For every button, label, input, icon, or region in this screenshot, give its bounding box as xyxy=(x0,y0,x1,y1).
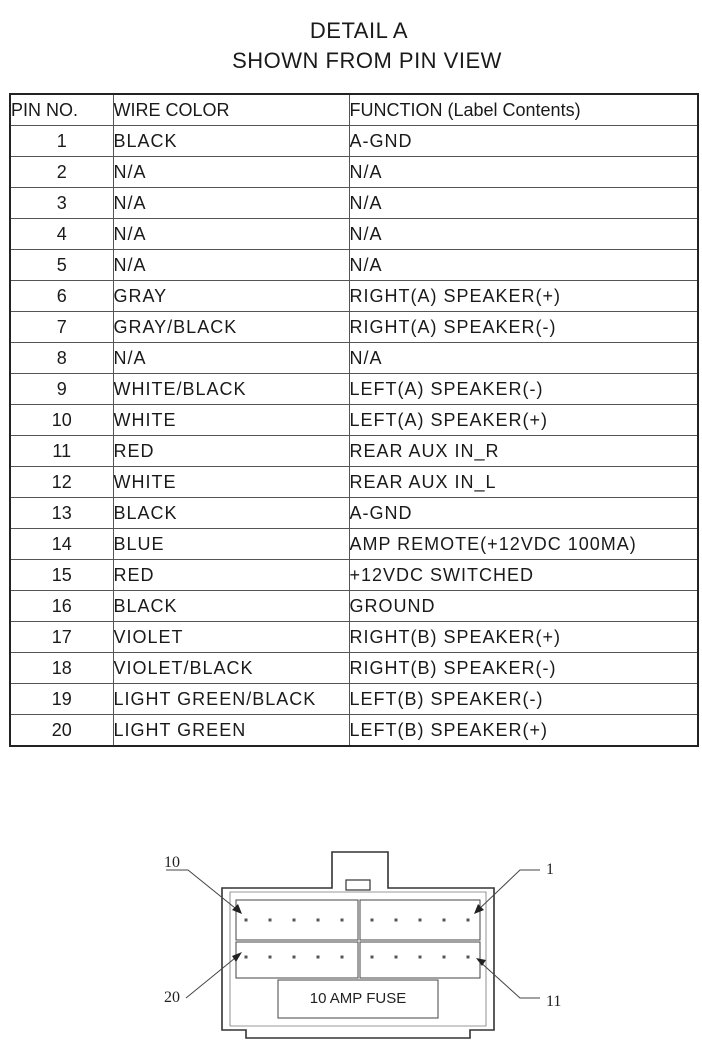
table-row xyxy=(10,126,698,157)
function: RIGHT(A) SPEAKER(-) xyxy=(349,312,698,343)
pin-hole xyxy=(443,919,446,922)
arrow-pin-20 xyxy=(232,952,242,962)
wire-color: WHITE xyxy=(113,467,349,498)
wire-color: LIGHT GREEN xyxy=(113,715,349,747)
function: +12VDC SWITCHED xyxy=(349,560,698,591)
wire-color: N/A xyxy=(113,250,349,281)
leader-line-pin-10 xyxy=(166,870,240,912)
wire-color: N/A xyxy=(113,188,349,219)
wire-color: VIOLET/BLACK xyxy=(113,653,349,684)
wire-color: WHITE/BLACK xyxy=(113,374,349,405)
function: N/A xyxy=(349,250,698,281)
function: N/A xyxy=(349,188,698,219)
function: A-GND xyxy=(349,498,698,529)
pin-number: 10 xyxy=(10,405,113,436)
function: RIGHT(A) SPEAKER(+) xyxy=(349,281,698,312)
pin-number: 15 xyxy=(10,560,113,591)
wire-color: N/A xyxy=(113,219,349,250)
table-row xyxy=(10,405,698,436)
pin-number: 13 xyxy=(10,498,113,529)
pin-hole xyxy=(419,956,422,959)
pin-hole xyxy=(443,956,446,959)
wire-color: RED xyxy=(113,436,349,467)
pin-hole xyxy=(245,919,248,922)
wire-color: BLACK xyxy=(113,126,349,157)
pin-number: 7 xyxy=(10,312,113,343)
header-function: FUNCTION (Label Contents) xyxy=(349,94,698,126)
table-row xyxy=(10,715,698,747)
pin-hole xyxy=(341,956,344,959)
pin-hole xyxy=(293,956,296,959)
connector-diagram xyxy=(0,840,702,1051)
pin-number: 1 xyxy=(10,126,113,157)
function: RIGHT(B) SPEAKER(+) xyxy=(349,622,698,653)
pin-hole xyxy=(341,919,344,922)
pin-hole xyxy=(269,919,272,922)
function: N/A xyxy=(349,219,698,250)
pin-number: 12 xyxy=(10,467,113,498)
pin-block-bottom-left xyxy=(236,942,358,978)
leader-line-pin-20 xyxy=(186,954,240,998)
wire-color: LIGHT GREEN/BLACK xyxy=(113,684,349,715)
pinout-table xyxy=(9,93,699,747)
function: A-GND xyxy=(349,126,698,157)
pin-number: 14 xyxy=(10,529,113,560)
pin-number: 17 xyxy=(10,622,113,653)
wire-color: BLACK xyxy=(113,591,349,622)
function: RIGHT(B) SPEAKER(-) xyxy=(349,653,698,684)
table-row xyxy=(10,312,698,343)
wire-color: RED xyxy=(113,560,349,591)
header-pin-no: PIN NO. xyxy=(10,94,113,126)
function: GROUND xyxy=(349,591,698,622)
table-row xyxy=(10,374,698,405)
table-row xyxy=(10,591,698,622)
pin-number: 2 xyxy=(10,157,113,188)
pin-number: 5 xyxy=(10,250,113,281)
pin-hole xyxy=(293,919,296,922)
function: N/A xyxy=(349,157,698,188)
table-row xyxy=(10,560,698,591)
function: REAR AUX IN_L xyxy=(349,467,698,498)
wire-color: WHITE xyxy=(113,405,349,436)
header-wire-color: WIRE COLOR xyxy=(113,94,349,126)
pin-hole xyxy=(467,956,470,959)
pin-number: 16 xyxy=(10,591,113,622)
pin-hole xyxy=(395,919,398,922)
leader-line-pin-11 xyxy=(478,960,540,998)
wire-color: GRAY xyxy=(113,281,349,312)
pin-number: 3 xyxy=(10,188,113,219)
pin-hole xyxy=(371,919,374,922)
wire-color: N/A xyxy=(113,343,349,374)
pinout-rows xyxy=(10,126,698,747)
pin-number: 18 xyxy=(10,653,113,684)
function: LEFT(A) SPEAKER(-) xyxy=(349,374,698,405)
locking-tab xyxy=(346,880,370,890)
table-header-row xyxy=(10,94,698,126)
function: REAR AUX IN_R xyxy=(349,436,698,467)
table-row xyxy=(10,188,698,219)
pin-hole xyxy=(395,956,398,959)
wire-color: VIOLET xyxy=(113,622,349,653)
pin-dots xyxy=(245,919,470,959)
detail-title: DETAIL A xyxy=(309,18,409,43)
function: LEFT(B) SPEAKER(-) xyxy=(349,684,698,715)
pin-hole xyxy=(245,956,248,959)
table-row xyxy=(10,436,698,467)
pin-hole xyxy=(317,956,320,959)
table-row xyxy=(10,622,698,653)
arrow-pin-10 xyxy=(232,904,242,914)
label-pin-11: 11 xyxy=(546,993,562,1010)
table-row xyxy=(10,219,698,250)
table-row xyxy=(10,529,698,560)
pin-block-top-left xyxy=(236,900,358,940)
pin-hole xyxy=(467,919,470,922)
table-row xyxy=(10,157,698,188)
table-row xyxy=(10,467,698,498)
label-pin-1: 1 xyxy=(546,861,554,878)
pin-number: 4 xyxy=(10,219,113,250)
pin-hole xyxy=(317,919,320,922)
wire-color: BLUE xyxy=(113,529,349,560)
table-row xyxy=(10,498,698,529)
wire-color: BLACK xyxy=(113,498,349,529)
detail-subtitle: SHOWN FROM PIN VIEW xyxy=(232,48,502,73)
pin-hole xyxy=(371,956,374,959)
pin-number: 8 xyxy=(10,343,113,374)
arrow-pin-11 xyxy=(476,958,486,966)
label-pin-20: 20 xyxy=(164,989,180,1006)
pin-number: 9 xyxy=(10,374,113,405)
table-row xyxy=(10,281,698,312)
pin-hole xyxy=(419,919,422,922)
wire-color: GRAY/BLACK xyxy=(113,312,349,343)
pin-block-bottom-right xyxy=(360,942,480,978)
table-row xyxy=(10,653,698,684)
table-row xyxy=(10,343,698,374)
function: AMP REMOTE(+12VDC 100MA) xyxy=(349,529,698,560)
table-row xyxy=(10,684,698,715)
pin-hole xyxy=(269,956,272,959)
function: LEFT(B) SPEAKER(+) xyxy=(349,715,698,747)
label-pin-10: 10 xyxy=(164,854,180,871)
function: LEFT(A) SPEAKER(+) xyxy=(349,405,698,436)
function: N/A xyxy=(349,343,698,374)
table-row xyxy=(10,250,698,281)
pin-number: 19 xyxy=(10,684,113,715)
wire-color: N/A xyxy=(113,157,349,188)
fuse-label: 10 AMP FUSE xyxy=(309,990,407,1007)
pin-number: 11 xyxy=(10,436,113,467)
pin-number: 20 xyxy=(10,715,113,747)
pin-number: 6 xyxy=(10,281,113,312)
